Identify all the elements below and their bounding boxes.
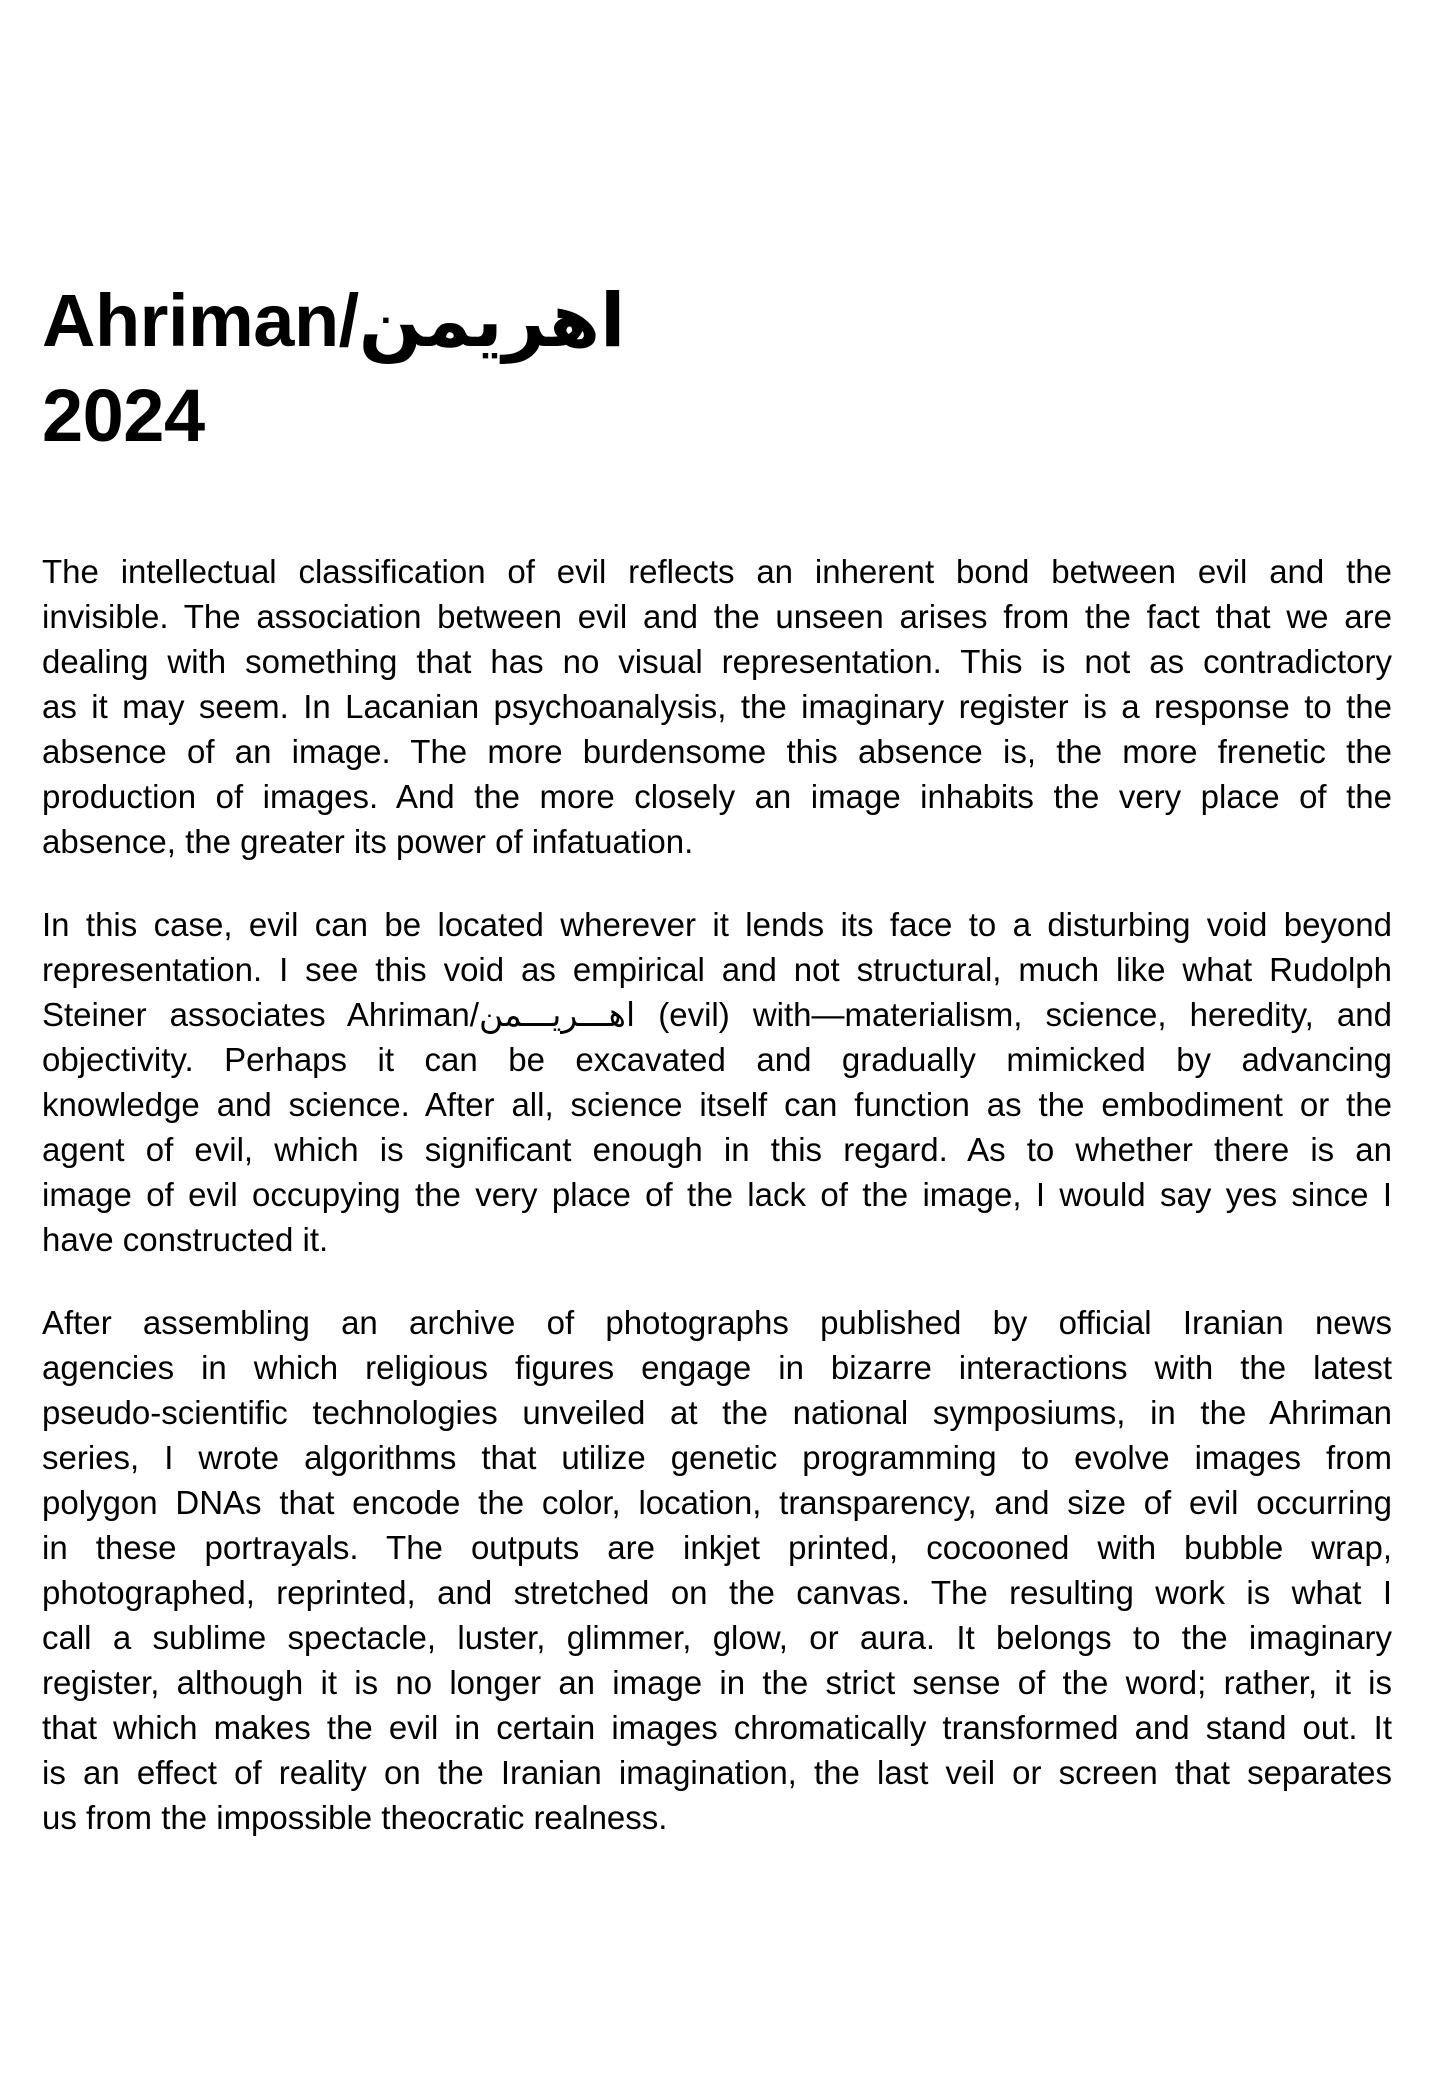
paragraph-line: pseudo-scientific technologies unveiled at the national symposiums, in the Ahriman (42, 1394, 1392, 1431)
paragraph-line: series, I wrote algorithms that utilize genetic programming to evolve images from (42, 1439, 1392, 1476)
paragraph-line: absence, the greater its power of infatuation. (42, 823, 694, 860)
paragraph-line: Steiner associates Ahriman/اهـــريـــمن (evil) with—materialism, science, heredity, and (42, 996, 1392, 1033)
paragraph-line: absence of an image. The more burdensome this absence is, the more frenetic the (42, 733, 1392, 770)
paragraph (42, 902, 1392, 1262)
paragraph-line: register, although it is no longer an image in the strict sense of the word; rather, it is (42, 1664, 1392, 1701)
paragraph-line: invisible. The association between evil and the unseen arises from the fact that we are (42, 598, 1392, 635)
paragraph-line: agencies in which religious figures engage in bizarre interactions with the latest (42, 1349, 1392, 1386)
page-title (42, 273, 1392, 463)
paragraph-line: objectivity. Perhaps it can be excavated and gradually mimicked by advancing (42, 1041, 1392, 1078)
paragraph-line: The intellectual classification of evil reflects an inherent bond between evil and the (42, 553, 1392, 590)
page-title-line-1: Ahriman/اهريمن (42, 279, 626, 362)
paragraph-line: call a sublime spectacle, luster, glimmer, glow, or aura. It belongs to the imaginary (42, 1619, 1392, 1656)
paragraph-line: have constructed it. (42, 1221, 329, 1258)
paragraph-line: production of images. And the more closely an image inhabits the very place of the (42, 778, 1392, 815)
paragraph (42, 1300, 1392, 1840)
paragraph-line: polygon DNAs that encode the color, location, transparency, and size of evil occurring (42, 1484, 1392, 1521)
page-title-line-2: 2024 (42, 374, 205, 457)
paragraph-line: image of evil occupying the very place of the lack of the image, I would say yes since I (42, 1176, 1392, 1213)
paragraph-line: as it may seem. In Lacanian psychoanalysis, the imaginary register is a response to the (42, 688, 1392, 725)
paragraph-line: us from the impossible theocratic realness. (42, 1799, 668, 1836)
paragraph-line: in these portrayals. The outputs are inkjet printed, cocooned with bubble wrap, (42, 1529, 1392, 1566)
paragraph (42, 549, 1392, 864)
paragraph-line: photographed, reprinted, and stretched on the canvas. The resulting work is what I (42, 1574, 1392, 1611)
paragraph-line: After assembling an archive of photographs published by official Iranian news (42, 1304, 1392, 1341)
paragraph-line: is an effect of reality on the Iranian imagination, the last veil or screen that separates (42, 1754, 1392, 1791)
paragraph-line: representation. I see this void as empirical and not structural, much like what Rudolph (42, 951, 1392, 988)
paragraph-line: agent of evil, which is significant enough in this regard. As to whether there is an (42, 1131, 1392, 1168)
paragraph-line: knowledge and science. After all, science itself can function as the embodiment or the (42, 1086, 1392, 1123)
paragraph-line: dealing with something that has no visual representation. This is not as contradictory (42, 643, 1392, 680)
paragraph-line: that which makes the evil in certain images chromatically transformed and stand out. It (42, 1709, 1392, 1746)
paragraph-line: In this case, evil can be located wherever it lends its face to a disturbing void beyond (42, 906, 1392, 943)
article-body (42, 549, 1392, 1840)
